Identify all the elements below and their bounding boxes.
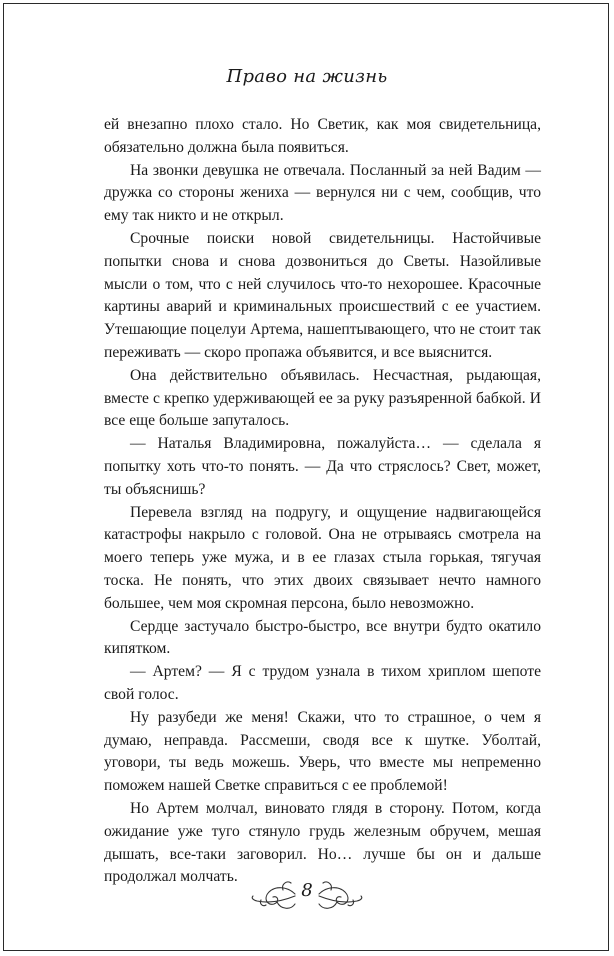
page-folio (247, 874, 367, 924)
paragraph-5: — Наталья Владимировна, пожалуйста… — сделала я попытку хоть что-то понять. — Да что стряслось? Свет, может, ты объяснишь? (104, 435, 541, 498)
running-title: Право на жизнь (226, 66, 388, 87)
paragraph-2: На звонки девушка не отвечала. Посланный за ней Вадим — дружка со стороны жениха — вернулся ни с чем, сообщив, что ему так никто и не открыл. (104, 161, 541, 225)
paragraph-1: ей внезапно плохо стало. Но Светик, как моя свидетельница, обязательно должна была появиться. (104, 116, 541, 156)
paragraph-9: Ну разубеди же меня! Скажи, что то страшное, о чем я думаю, неправда. Рассмеши, сводя все к шутке. Уболтай, уговори, ты ведь можешь. Уверь, что вместе мы непременно поможем нашей Светке справиться с ее проблемой! (104, 708, 541, 795)
paragraph-7: Сердце застучало быстро-быстро, все внутри будто окатило кипятком. (104, 617, 541, 658)
page-number: 8 (301, 880, 313, 901)
paragraph-4: Она действительно объявилась. Несчастная, рыдающая, вместе с крепко удерживающей ее за руку разъяренной бабкой. И все еще больше запуталось. (104, 366, 541, 430)
body-text (104, 114, 541, 889)
paragraph-8: — Артем? — Я с трудом узнала в тихом хриплом шепоте свой голос. (104, 663, 541, 703)
paragraph-3: Срочные поиски новой свидетельницы. Настойчивые попытки снова и снова дозвониться до Светы. Назойливые мысли о том, что с ней случилось что-то нехорошее. Красочные картины аварий и криминальных происшествий с ее участием. Утешающие поцелуи Артема, нашептывающего, что не стоит так переживать — скоро пропажа объявится, и все выяснится. (104, 229, 541, 361)
paragraph-10: Но Артем молчал, виновато глядя в сторону. Потом, когда ожидание уже туго стянуло грудь железным обручем, мешая дышать, все-таки заговорил. Но… лучше бы он и дальше продолжал молчать. (104, 799, 541, 886)
paragraph-6: Перевела взгляд на подругу, и ощущение надвигающейся катастрофы накрыло с головой. Она не отрываясь смотрела на моего теперь уже мужа, и в ее глазах стыла горькая, тягучая тоска. Не понять, что этих двоих связывает нечто намного большее, чем моя скромная персона, было невозможно. (104, 503, 541, 612)
